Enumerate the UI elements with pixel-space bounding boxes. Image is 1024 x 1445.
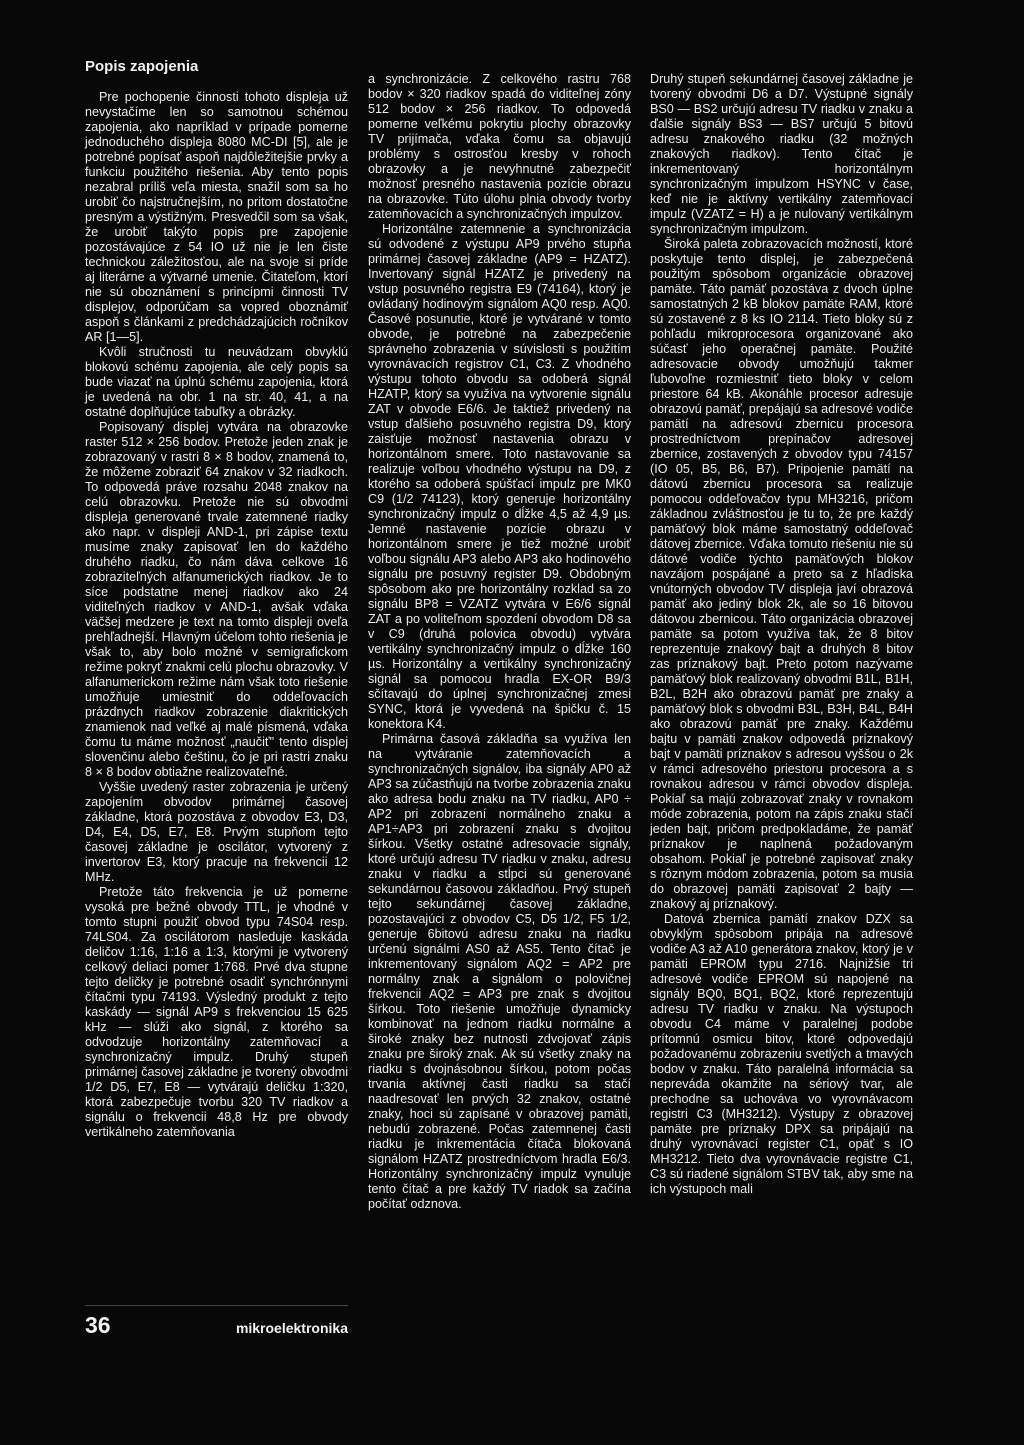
page-footer <box>85 1305 348 1338</box>
paragraph: Datová zbernica pamätí znakov DZX sa obvyklým spôsobom pripája na adresové vodiče A3 až A10 generátora znakov, ktorý je v pamäti EPROM typu 2716. Najnižšie tri adresové vodiče EPROM sú napojené na signály BQ0, BQ1, BQ2, ktoré reprezentujú adresu TV riadku v znaku. Na výstupoch obvodu C4 máme v paralelnej podobe prítomnú osmicu bitov, ktoré odpovedajú požadovanému zobrazeniu svetlých a tmavých bodov v znaku. Táto paralelná informácia sa nepreváda okamžite na sériový tvar, ale prechodne sa uchováva vo vyrovnávacom registri C3 (MH3212). Výstupy z obrazovej pamäte pre príznaky DPX sa pripájajú na druhý vyrovnávací register C1, opäť s IO MH3212. Tieto dva vyrovnávacie registre C1, C3 sú riadené signálom STBV tak, aby sme na ich výstupoch mali <box>650 912 913 1196</box>
text-column-3 <box>650 72 913 1197</box>
paragraph: Vyššie uvedený raster zobrazenia je určený zapojením obvodov primárnej časovej základne, ktorá pozostáva z obvodov E3, D3, D4, E4, D5, E7, E8. Prvým stupňom tejto časovej základne je oscilátor, vytvorený z invertorov E3, ktorý pracuje na frekvencii 12 MHz. <box>85 780 348 884</box>
paragraph: Horizontálne zatemnenie a synchronizácia sú odvodené z výstupu AP9 prvého stupňa primárnej časovej základne (AP9 = HZATZ). Invertovaný signál HZATZ je privedený na vstup posuvného registra E9 (74164), ktorý je ovládaný hodinovým signálom AQ0 resp. AQ0. Časové posunutie, ktoré je vytvárané v tomto obvode, je potrebné na zabezpečenie správneho zobrazenia v súvislosti s použitím vyrovnávacích registrov C1, C3. Z vhodného výstupu tohoto obvodu sa odoberá signál HZATP, ktorý sa využíva na vytvorenie signálu ZAT v obvode E6/6. Je taktiež privedený na vstup ďalšieho posuvného registra D9, ktorý zaisťuje možnosť nastavenia obrazu v horizontálnom smere. Toto nastavovanie sa realizuje voľbou vhodného výstupu na D9, z ktorého sa odoberá spúšťací impulz pre MK0 C9 (1/2 74123), ktorý generuje horizontálny synchronizačný impulz o dĺžke 4,5 až 4,9 µs. Jemné nastavenie pozície obrazu v horizontálnom smere je tiež možné urobiť voľbou signálu AP3 alebo AP3 ako hodinového signálu pre posuvný register D9. Obdobným spôsobom ako pre horizontálny rozklad sa zo signálu BP8 = VZATZ vytvára v E6/6 signál ZAT a po voliteľnom spozdení obvodom D8 sa v C9 (druhá polovica obvodu) vytvára vertikálny synchronizačný impulz o dĺžke 160 µs. Horizontálny a vertikálny synchronizačný signál sa pomocou hradla EX-OR B9/3 sčítavajú do úplnej synchronizačnej zmesi SYNC, ktorá je vyvedená na špičku č. 15 konektora K4. <box>368 222 631 731</box>
article-heading: Popis zapojenia <box>85 58 199 75</box>
text-column-1 <box>85 90 348 1140</box>
paragraph: a synchronizácie. Z celkového rastru 768 bodov × 320 riadkov spadá do viditeľnej zóny 512 bodov × 256 riadkov. To odpovedá pomerne veľkému pokrytiu plochy obrazovky TV prijímača, vďaka čomu sa objavujú problémy s ostrosťou kresby v rohoch obrazovky a je nevyhnutné zabezpečiť možnosť presného nastavenia pozície obrazu na obrazovke. Túto úlohu plnia obvody tvorby zatemňovacích a synchronizačných impulzov. <box>368 72 631 221</box>
text-column-2 <box>368 72 631 1212</box>
paragraph: Primárna časová základňa sa využíva len na vytváranie zatemňovacích a synchronizačných signálov, iba signály AP0 až AP3 sa zúčastňujú na tvorbe zobrazenia znaku ako adresa bodu znaku na TV riadku, AP0 ÷ AP2 pri zobrazení normálneho znaku a AP1÷AP3 pri zobrazení znaku s dvojitou šírkou. Všetky ostatné adresovacie signály, ktoré určujú adresu TV riadku v znaku, adresu znaku v riadku a stĺpci sú generované sekundárnou časovou základňou. Prvý stupeň tejto sekundárnej časovej základne, pozostavajúci z obvodov C5, D5 1/2, F5 1/2, generuje 6bitovú adresu znaku na riadku určenú signálmi AS0 až AS5. Tento čítač je inkrementovaný signálom AQ2 = AP2 pre normálny znak a signálom o polovičnej frekvencii AQ2 = AP3 pre znak s dvojitou šírkou. Toto riešenie umožňuje dynamicky kombinovať na jednom riadku normálne a široké znaky bez nutnosti zdvojovať zápis znaku pre široký znak. Ak sú všetky znaky na riadku s dvojnásobnou šírkou, potom počas trvania aktívnej časti riadku sa stačí naadresovať len prvých 32 znakov, ostatné znaky, hoci sú zapísané v obrazovej pamäti, nebudú zobrazené. Počas zatemnenej časti riadku je inkrementácia čítača blokovaná signálom HZATZ prostredníctvom hradla E6/3. Horizontálny synchronizačný impulz vynuluje tento čítač a pre každý TV riadok sa začína počítať odznova. <box>368 732 631 1211</box>
paragraph: Popisovaný displej vytvára na obrazovke raster 512 × 256 bodov. Pretože jeden znak je zobrazovaný v rastri 8 × 8 bodov, znamená to, že môžeme zobraziť 64 znakov v 32 riadkoch. To odpovedá práve rozsahu 2048 znakov na celú obrazovku. Pretože nie sú obvodmi displeja generované trvale zatemnené riadky ako napr. v displeji AND-1, pri zápise textu musíme znaky zapisovať len do každého druhého riadku, čo nám dáva celkove 16 zobraziteľných alfanumerických riadkov. Je to síce podstatne menej riadkov ako 24 viditeľných riadkov v AND-1, avšak vďaka väčšej medzere je text na tomto displeji oveľa prehľadnejší. Hlavným účelom tohto riešenia je však to, aby bolo možné v semigrafickom režime pokryť znakmi celú plochu obrazovky. V alfanumerickom režime nám však toto riešenie umožňuje umiestniť do oddeľovacích prázdnych riadkov zobrazenie diakritických znamienok nad veľké aj malé písmená, vďaka čomu tu máme možnosť „naučiť" tento displej slovenčinu alebo češtinu, čo je pri rastri znaku 8 × 8 bodov obtiažne realizovateľné. <box>85 420 348 779</box>
magazine-name: mikroelektronika <box>235 1320 348 1336</box>
paragraph: Kvôli stručnosti tu neuvádzam obvyklú blokovú schému zapojenia, ale celý popis sa bude viazať na úplnú schému zapojenia, ktorá je uvedená na obr. 1 na str. 40, 41, a na ostatné doplňujúce tabuľky a obrázky. <box>85 345 348 419</box>
paragraph: Druhý stupeň sekundárnej časovej základne je tvorený obvodmi D6 a D7. Výstupné signály BS0 — BS2 určujú adresu TV riadku v znaku a ďalšie signály BS3 — BS7 určujú 5 bitovú adresu znakového riadku (32 možných znakových riadkov). Tento čítač je inkrementovaný horizontálnym synchronizačným impulzom HSYNC v čase, keď nie je aktívny vertikálny zatemňovací impulz (VZATZ = H) a je nulovaný vertikálnym synchronizačným impulzom. <box>650 72 913 236</box>
page-number: 36 <box>85 1312 111 1338</box>
paragraph: Pretože táto frekvencia je už pomerne vysoká pre bežné obvody TTL, je vhodné v tomto stupni použiť obvod typu 74S04 resp. 74LS04. Za oscilátorom nasleduje kaskáda deličov 1:16, 1:16 a 1:3, ktorými je vytvorený celkový deliaci pomer 1:768. Prvé dva stupne tejto deličky je potrebné osadiť synchrónnymi čítačmi typu 74193. Výsledný produkt z tejto kaskády — signál AP9 s frekvenciou 15 625 kHz — slúži ako signál, z ktorého sa odvodzuje horizontálny zatemňovací a synchronizačný impulz. Druhý stupeň primárnej časovej základne je tvorený obvodmi 1/2 D5, E7, E8 — vytvárajú deličku 1:320, ktorá zabezpečuje tvorbu 320 TV riadkov a signálu o frekvencii 48,8 Hz pre obvody vertikálneho zatemňovania <box>85 885 348 1139</box>
paragraph: Pre pochopenie činnosti tohoto displeja už nevystačíme len so samotnou schémou zapojenia, ako napríklad v prípade pomerne jednoduchého displeja 8080 MC-DI [5], ale je potrebné popísať aspoň najdôležitejšie prvky a funkciu použitého riešenia. Aby tento popis nezabral príliš veľa miesta, snažil som sa ho urobiť čo najstručnejším, no pritom dostatočne presným a výstižným. Presvedčil som sa však, že urobiť takýto popis pre zapojenie pozostávajúce z 54 IO už nie je len čiste technickou záležitosťou, ale na svoje si príde aj literárne a výtvarné umenie. Čitateľom, ktorí nie sú oboznámení s princípmi činnosti TV displejov, odporúčam sa vopred oboznámiť aspoň s článkami z predchádzajúcich ročníkov AR [1—5]. <box>85 90 348 344</box>
paragraph: Široká paleta zobrazovacích možností, ktoré poskytuje tento displej, je zabezpečená použitým spôsobom organizácie obrazovej pamäte. Táto pamäť pozostáva z dvoch úplne samostatných 2 kB blokov pamäte RAM, ktoré sú zostavené z 8 ks IO 2114. Tieto bloky sú z pohľadu mikroprocesora organizované ako súčasť jeho operačnej pamäte. Použité adresovacie obvody umožňujú takmer ľubovoľne rozmiestniť tieto bloky v celom priestore 64 kB. Akonáhle procesor adresuje obrazovú pamäť, prepájajú sa adresové vodiče pamätí na adresovú zbernicu procesora prostredníctvom prepínačov adresovej zbernice, zostavených z obvodov typu 74157 (IO 05, B5, B6, B7). Pripojenie pamätí na dátovú zbernicu procesora sa realizuje pomocou oddeľovačov typu MH3216, pričom základnou zvláštnosťou je tu to, že pre každý pamäťový blok máme samostatný oddeľovač dátovej zbernice. Vďaka tomuto riešeniu nie sú dátové vodiče týchto pamäťových blokov navzájom pospájané a preto sa z hľadiska vnútorných obvodov TV displeja javí obrazová pamäť ako jediný blok 2k, ale so 16 bitovou dátovou zbernicou. Táto organizácia obrazovej pamäte sa potom využíva tak, že 8 bitov reprezentuje znakový bajt a druhých 8 bitov zas príznakový bajt. Preto potom nazývame pamäťový blok realizovaný obvodmi B1L, B1H, B2L, B2H ako obrazovú pamäť pre znaky a pamäťový blok s obvodmi B3L, B3H, B4L, B4H ako obrazovú pamäť pre znaky. Každému bajtu v pamäti znakov odpovedá príznakový bajt v pamäti príznakov s adresou vyššou o 2k v rámci adresového priestoru procesora a s rovnakou adresou v rámci obvodov displeja. Pokiaľ sa majú zobrazovať znaky v rovnakom móde zobrazenia, potom na zápis znaku stačí jeden bajt, pričom predpokladáme, že pamäť príznakov je naplnená požadovaným obsahom. Pokiaľ je potrebné zapisovať znaky s rôznym módom zobrazenia, potom sa musia do obrazovej pamäti zapisovať 2 bajty — znakový aj príznakový. <box>650 237 913 911</box>
